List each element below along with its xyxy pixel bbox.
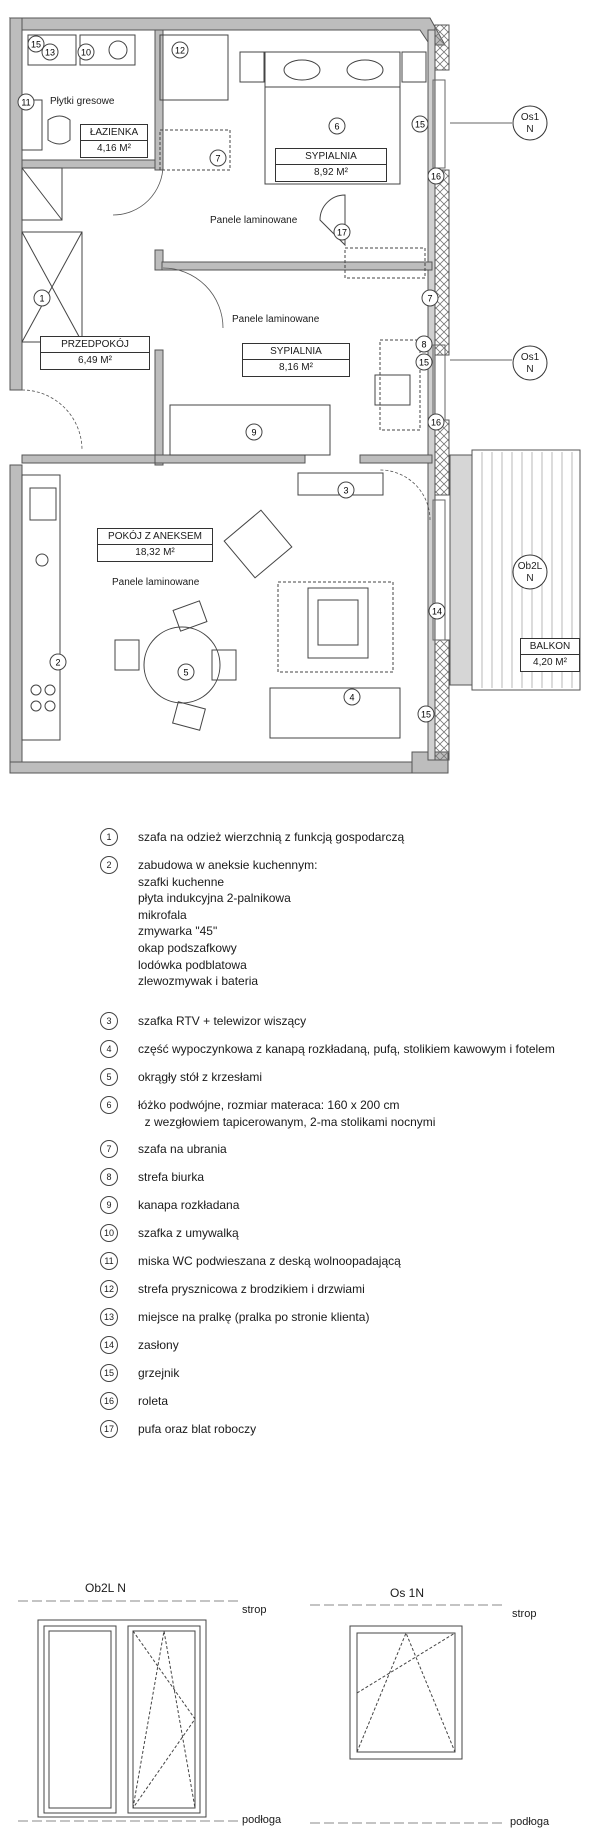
floor-plan — [0, 0, 600, 790]
window-tag-os1-a-line1: Os1 — [520, 112, 540, 123]
legend-number: 14 — [100, 1336, 118, 1354]
plan-marker-label: 8 — [421, 339, 427, 350]
legend-text: szafka RTV + telewizor wiszący — [138, 1014, 307, 1028]
window-os1n-title: Os 1N — [390, 1586, 425, 1600]
legend-text: kanapa rozkładana — [138, 1198, 240, 1212]
room-balkon-name: BALKON — [529, 641, 571, 652]
legend-number: 16 — [100, 1392, 118, 1410]
plan-marker-label: 15 — [418, 357, 430, 368]
window-ob2l-podloga: podłoga — [242, 1814, 282, 1826]
legend-text: strefa biurka — [138, 1170, 205, 1184]
room-sypialnia-2 — [242, 343, 350, 377]
right-wall — [428, 25, 449, 760]
living-area — [270, 582, 400, 738]
legend-text: miska WC podwieszana z deską wolnoopadającą — [138, 1254, 401, 1268]
legend-text: zabudowa w aneksie kuchennym: szafki kuchenne płyta indukcyjna 2-palnikowa mikrofala zmywarka "45" okap podszafkowy lodówka podblatowa zlewozmywak i bateria — [138, 858, 318, 989]
floor-label-panele-3: Panele laminowane — [112, 577, 200, 588]
plan-marker-label: 7 — [215, 153, 221, 164]
round-table — [115, 601, 236, 730]
plan-marker-label: 2 — [55, 657, 61, 668]
legend-text: grzejnik — [138, 1366, 180, 1380]
plan-marker-label: 12 — [174, 45, 186, 56]
room-sypialnia-2-area: 8,16 M² — [243, 359, 349, 375]
room-balkon-area: 4,20 M² — [521, 654, 579, 670]
legend-number: 5 — [100, 1068, 118, 1086]
legend-number: 4 — [100, 1040, 118, 1058]
plan-marker-label: 15 — [30, 39, 42, 50]
window-tag-ob2l-line2: N — [526, 573, 534, 584]
plan-marker-label: 17 — [336, 227, 348, 238]
window-tag-ob2l-line1: Ob2L — [517, 561, 543, 572]
legend-number: 6 — [100, 1096, 118, 1114]
legend-number: 13 — [100, 1308, 118, 1326]
legend-text: okrągły stół z krzesłami — [138, 1070, 263, 1084]
legend-text: zasłony — [138, 1338, 179, 1352]
room-sypialnia-1-area: 8,92 M² — [276, 164, 386, 180]
window-tag-os1-b-line1: Os1 — [520, 352, 540, 363]
window-ob2l-strop: strop — [242, 1604, 267, 1616]
room-sypialnia-2-name: SYPIALNIA — [270, 346, 322, 357]
window-elevations — [0, 1573, 600, 1833]
plan-marker-label: 16 — [430, 171, 442, 182]
legend-number: 8 — [100, 1168, 118, 1186]
legend-number: 9 — [100, 1196, 118, 1214]
plan-marker-label: 11 — [21, 97, 31, 108]
window-tag-os1-b-line2: N — [526, 364, 534, 375]
legend-number: 7 — [100, 1140, 118, 1158]
plan-marker-label: 14 — [431, 606, 443, 617]
legend-text: strefa prysznicowa z brodzikiem i drzwiami — [138, 1282, 365, 1296]
legend-number: 2 — [100, 856, 118, 874]
legend-text: pufa oraz blat roboczy — [138, 1422, 257, 1436]
legend-text: szafka z umywalką — [138, 1226, 239, 1240]
room-przedpokoj-area: 6,49 M² — [41, 352, 149, 368]
room-lazienka-name: ŁAZIENKA — [89, 127, 139, 138]
plan-marker-label: 4 — [349, 692, 355, 703]
window-tag-os1-a-line2: N — [526, 124, 534, 135]
legend-number: 15 — [100, 1364, 118, 1382]
legend-text: część wypoczynkowa z kanapą rozkładaną, pufą, stolikiem kawowym i fotelem — [138, 1042, 555, 1056]
floor-label-panele-2: Panele laminowane — [232, 314, 320, 325]
legend-number: 12 — [100, 1280, 118, 1298]
legend-text: łóżko podwójne, rozmiar materaca: 160 x 200 cm z wezgłowiem tapicerowanym, 2-ma stolikami nocnymi — [138, 1098, 436, 1129]
legend-text: szafa na odzież wierzchnią z funkcją gospodarczą — [138, 830, 405, 844]
plan-marker-label: 9 — [251, 427, 257, 438]
room-lazienka-area: 4,16 M² — [81, 140, 147, 156]
plan-marker-label: 15 — [414, 119, 426, 130]
legend-text: roleta — [138, 1394, 169, 1408]
room-lazienka — [80, 124, 148, 158]
room-pokoj-name: POKÓJ Z ANEKSEM — [108, 531, 202, 542]
room-pokoj-z-aneksem — [97, 528, 213, 562]
legend-number: 10 — [100, 1224, 118, 1242]
room-przedpokoj — [40, 336, 150, 370]
legend-number: 1 — [100, 828, 118, 846]
plan-marker-label: 1 — [39, 293, 45, 304]
plan-marker-label: 5 — [183, 667, 189, 678]
room-pokoj-area: 18,32 M² — [98, 544, 212, 560]
plan-marker-label: 13 — [44, 47, 56, 58]
window-os1n-strop: strop — [512, 1608, 537, 1620]
room-balkon — [520, 638, 580, 672]
legend-number: 3 — [100, 1012, 118, 1030]
plan-marker-label: 6 — [334, 121, 340, 132]
plan-marker-label: 15 — [420, 709, 432, 720]
plan-marker-label: 10 — [80, 47, 92, 58]
floor-label-plytki: Płytki gresowe — [50, 96, 115, 107]
legend-number: 11 — [100, 1252, 118, 1270]
room-sypialnia-1 — [275, 148, 387, 182]
legend-text: miejsce na pralkę (pralka po stronie klienta) — [138, 1310, 370, 1324]
window-os1n-podloga: podłoga — [510, 1816, 550, 1828]
legend-text: szafa na ubrania — [138, 1142, 227, 1156]
plan-marker-label: 3 — [343, 485, 349, 496]
outer-walls — [10, 18, 448, 773]
plan-marker-label: 7 — [427, 293, 433, 304]
armchair — [224, 510, 292, 578]
kitchen-counter — [22, 475, 60, 740]
room-sypialnia-1-name: SYPIALNIA — [305, 151, 357, 162]
plan-marker-label: 16 — [430, 417, 442, 428]
floor-label-panele-1: Panele laminowane — [210, 215, 298, 226]
room-przedpokoj-name: PRZEDPOKÓJ — [61, 339, 129, 350]
window-ob2l-title: Ob2L N — [85, 1581, 126, 1595]
legend-number: 17 — [100, 1420, 118, 1438]
